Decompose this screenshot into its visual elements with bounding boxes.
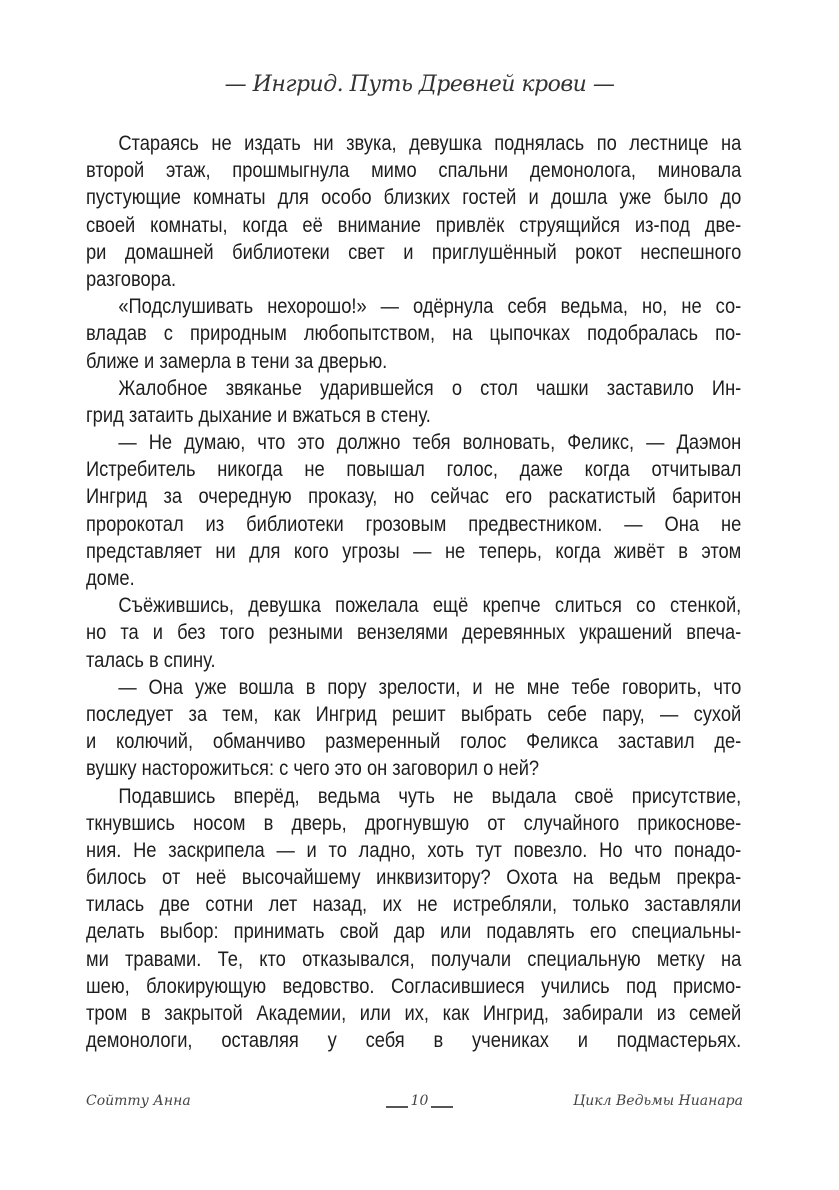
- text-line: ткнувшись носом в дверь, дрогнувшую от случайного прикоснове-: [86, 810, 742, 835]
- text-line: билось от неё высочайшему инквизитору? Охота на ведьм прекра-: [86, 865, 742, 890]
- footer-author: Сойтту Анна: [86, 1093, 191, 1109]
- text-line: ри домашней библиотеки свет и приглушённый рокот неспешного: [86, 239, 742, 264]
- body-text: [86, 130, 741, 1054]
- text-line: тилась две сотни лет назад, их не истребляли, только заставляли: [86, 892, 742, 917]
- paragraph: [86, 783, 741, 1055]
- text-line: талась в спину.: [86, 647, 216, 672]
- text-line: делать выбор: принимать свой дар или подавлять его специальны-: [86, 919, 742, 944]
- text-line: — Она уже вошла в пору зрелости, и не мне тебе говорить, что: [118, 674, 742, 699]
- text-line: Стараясь не издать ни звука, девушка поднялась по лестнице на: [118, 131, 742, 155]
- text-line: разговора.: [86, 266, 177, 291]
- text-line: «Подслушивать нехорошо!» — одёрнула себя ведьма, но, не со-: [118, 294, 742, 319]
- text-line: второй этаж, прошмыгнула мимо спальни демонолога, миновала: [86, 158, 742, 183]
- text-line: владав с природным любопытством, на цыпочках подобралась по-: [86, 321, 742, 346]
- text-line: своей комнаты, когда её внимание привлёк струящийся из-под две-: [86, 212, 742, 237]
- page-number-text: 10: [410, 1093, 429, 1109]
- text-line: демонологи, оставляя у себя в учениках и подмастерьях.: [86, 1028, 742, 1053]
- text-line: — Не думаю, что это должно тебя волновать, Феликс, — Даэмон: [118, 430, 742, 455]
- text-line: вушку насторожиться: с чего это он заговорил о ней?: [86, 756, 540, 781]
- text-line: шею, блокирующую ведовство. Согласившиеся учились под присмо-: [86, 973, 742, 998]
- paragraph: [86, 674, 741, 783]
- paragraph: [86, 592, 741, 674]
- text-line: последует за тем, как Ингрид решит выбрать себе пару, — сухой: [86, 701, 742, 726]
- paragraph: [86, 375, 741, 429]
- text-line: пророкотал из библиотеки грозовым предвестником. — Она не: [86, 511, 742, 536]
- dash-right: [431, 1106, 453, 1108]
- text-line: Ингрид за очередную проказу, но сейчас его раскатистый баритон: [86, 484, 742, 509]
- footer-series: Цикл Ведьмы Нианара: [573, 1093, 743, 1109]
- text-line: представляет ни для кого угрозы — не теперь, когда живёт в этом: [86, 538, 742, 563]
- text-line: но та и без того резными вензелями деревянных украшений впеча-: [86, 620, 742, 645]
- text-line: грид затаить дыхание и вжаться в стену.: [86, 402, 431, 427]
- text-line: и колючий, обманчиво размеренный голос Феликса заставил де-: [86, 729, 742, 754]
- text-line: Истребитель никогда не повышал голос, даже когда отчитывал: [86, 457, 742, 482]
- text-line: Подавшись вперёд, ведьма чуть не выдала своё присутствие,: [118, 783, 742, 808]
- text-line: ближе и замерла в тени за дверью.: [86, 348, 388, 373]
- running-header: — Ингрид. Путь Древней крови —: [224, 72, 615, 97]
- text-line: доме.: [86, 566, 135, 590]
- text-line: пустующие комнаты для особо близких гостей и дошла уже было до: [86, 185, 742, 210]
- text-line: Жалобное звяканье ударившейся о стол чашки заставило Ин-: [118, 375, 742, 400]
- text-line: ми травами. Те, кто отказывался, получали специальную метку на: [86, 946, 742, 971]
- text-line: тром в закрытой Академии, или их, как Ингрид, забирали из семей: [86, 1001, 742, 1025]
- paragraph: [86, 293, 741, 375]
- text-line: ния. Не заскрипела — и то ладно, хоть тут повезло. Но что понадо-: [86, 837, 742, 862]
- dash-left: [386, 1106, 408, 1108]
- paragraph: [86, 130, 741, 293]
- paragraph: [86, 429, 741, 592]
- text-line: Съёжившись, девушка пожелала ещё крепче слиться со стенкой,: [118, 593, 742, 618]
